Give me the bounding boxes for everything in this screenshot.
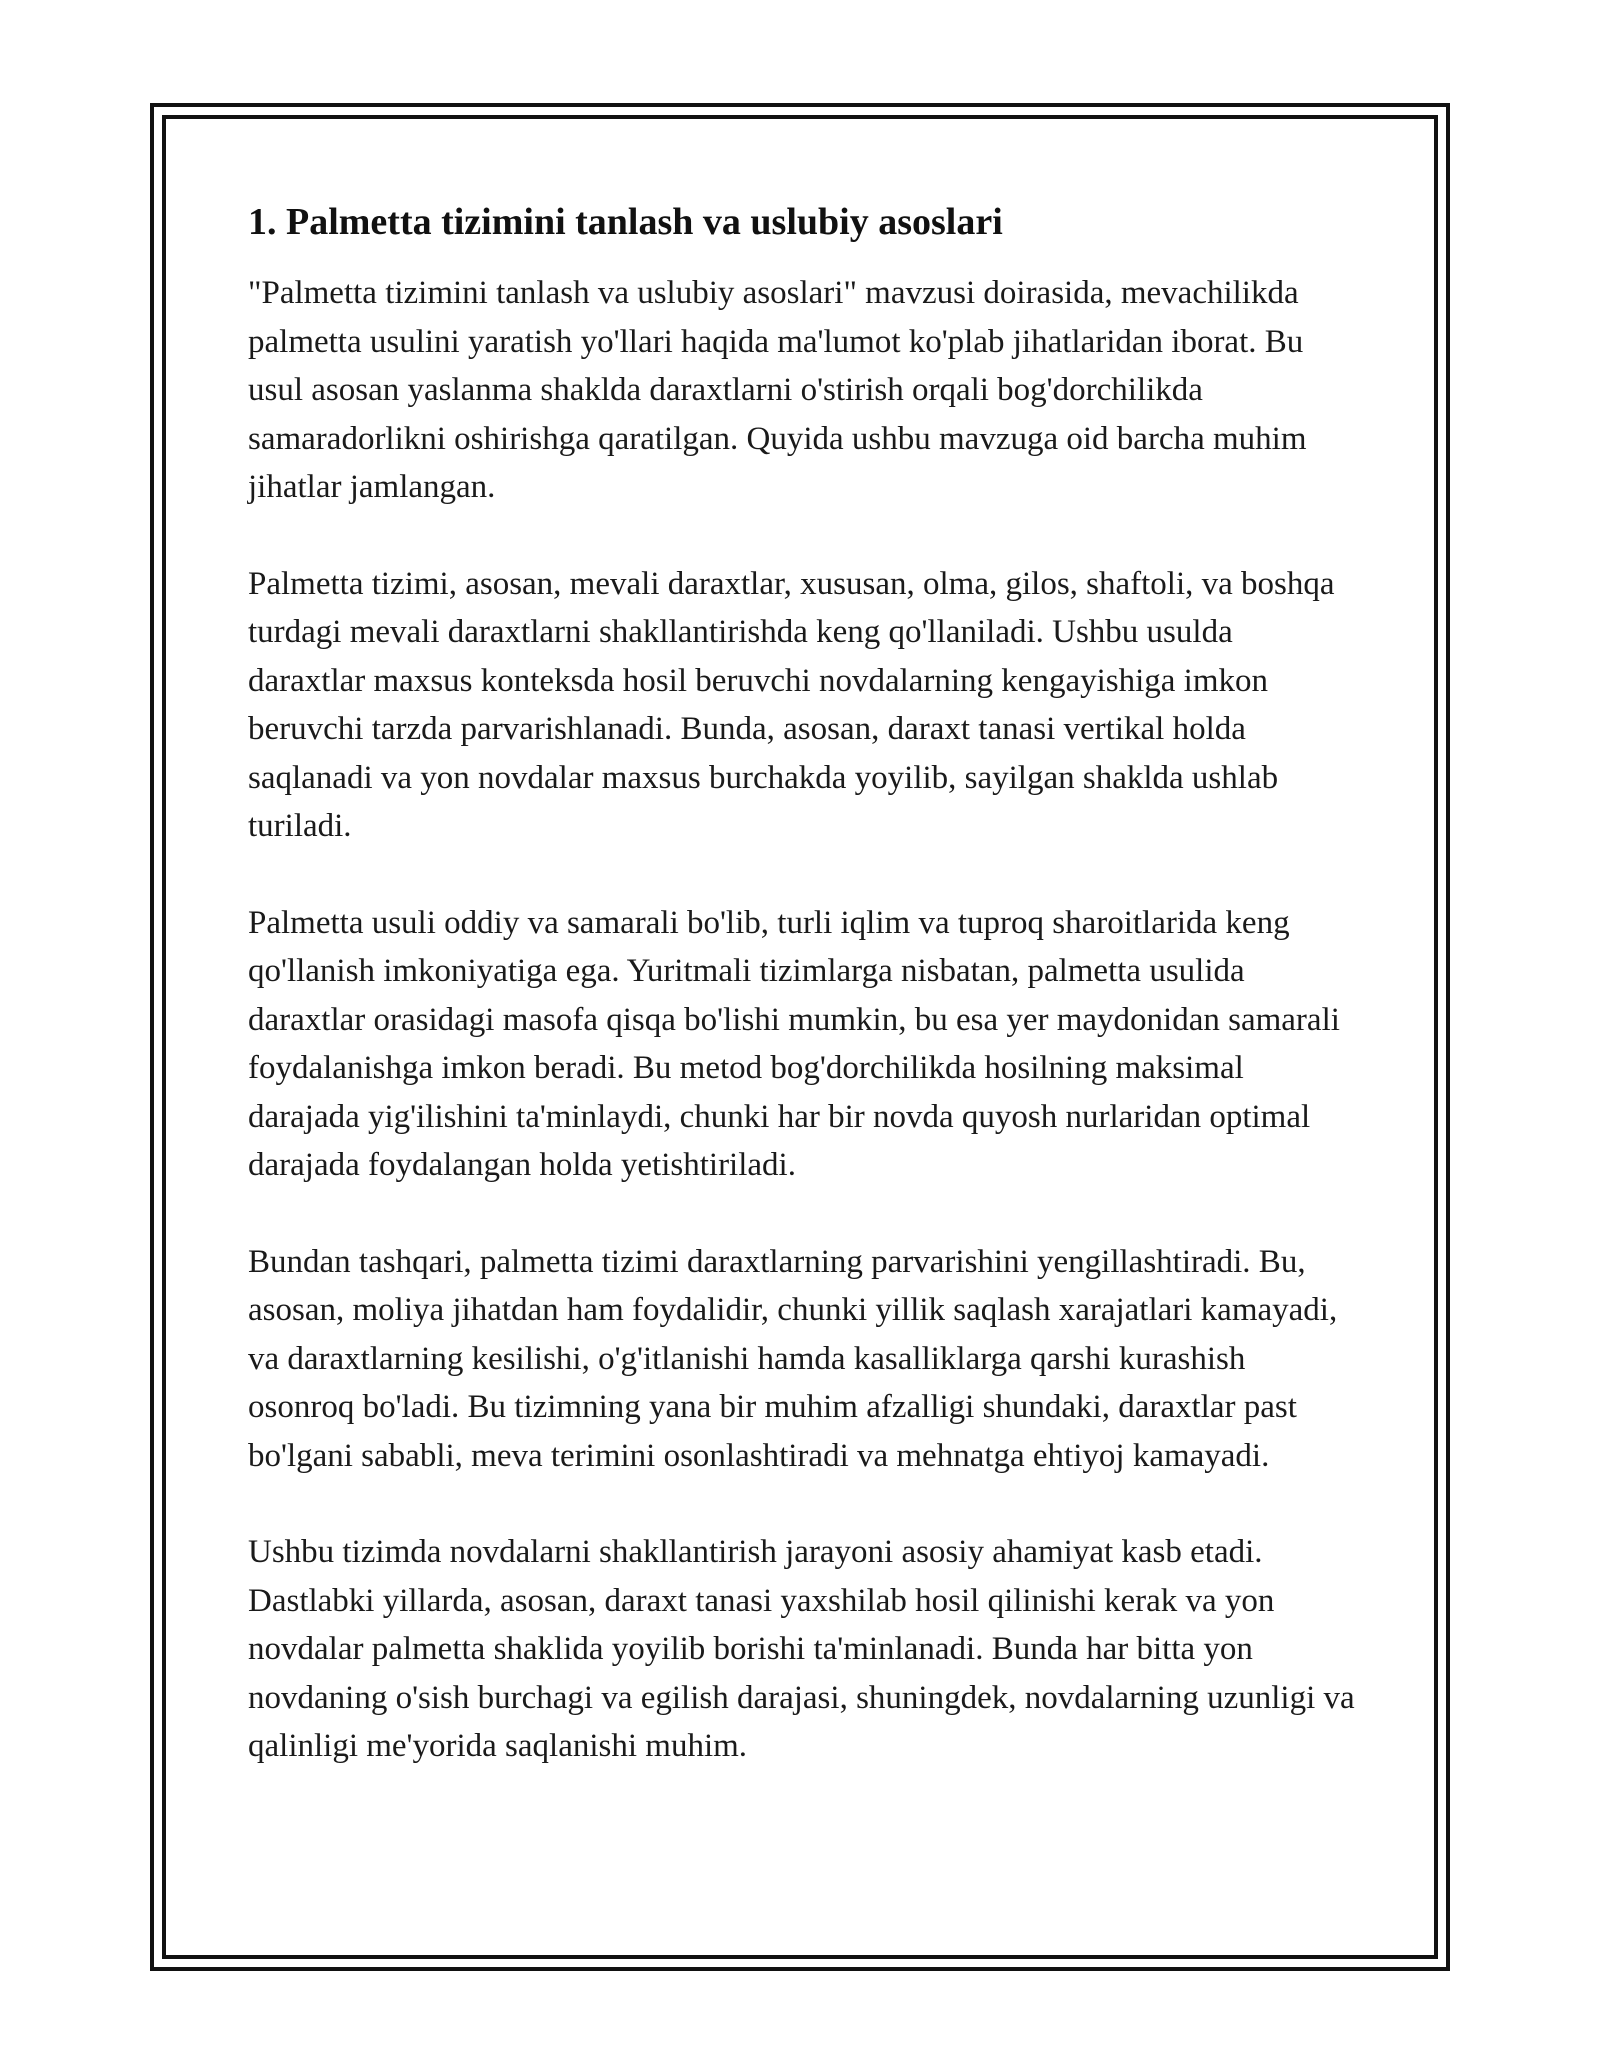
paragraph-1: "Palmetta tizimini tanlash va uslubiy asoslari" mavzusi doirasida, mevachilikda palmetta usulini yaratish yo'llari haqida ma'lumot ko'plab jihatlaridan iborat. Bu usul asosan yaslanma shaklda daraxtlarni o'stirish orqali bog'dorchilikda samaradorlikni oshirishga qaratilgan. Quyida ushbu mavzuga oid barcha muhim jihatlar jamlangan. <box>248 275 1307 505</box>
paragraph-4: Bundan tashqari, palmetta tizimi daraxtlarning parvarishini yengillashtiradi. Bu, asosan, moliya jihatdan ham foydalidir, chunki yillik saqlash xarajatlari kamayadi, va daraxtlarning kesilishi, o'g'itlanishi hamda kasalliklarga qarshi kurashish osonroq bo'ladi. Bu tizimning yana bir muhim afzalligi shundaki, daraxtlar past bo'lgani sababli, meva terimini osonlashtiradi va mehnatga ehtiyoj kamayadi. <box>248 1243 1338 1474</box>
page-border-outer <box>150 103 1450 1971</box>
paragraph-3: Palmetta usuli oddiy va samarali bo'lib, turli iqlim va tuproq sharoitlarida keng qo'llanish imkoniyatiga ega. Yuritmali tizimlarga nisbatan, palmetta usulida daraxtlar orasidagi masofa qisqa bo'lishi mumkin, bu esa yer maydonidan samarali foydalanishga imkon beradi. Bu metod bog'dorchilikda hosilning maksimal darajada yig'ilishini ta'minlaydi, chunki har bir novda quyosh nurlaridan optimal darajada foydalangan holda yetishtiriladi. <box>248 904 1340 1183</box>
document-content <box>248 195 1358 1771</box>
section-heading: 1. Palmetta tizimini tanlash va uslubiy asoslari <box>248 201 1003 243</box>
paragraph-2: Palmetta tizimi, asosan, mevali daraxtlar, xususan, olma, gilos, shaftoli, va boshqa turdagi mevali daraxtlarni shakllantirishda keng qo'llaniladi. Ushbu usulda daraxtlar maxsus konteksda hosil beruvchi novdalarning kengayishiga imkon beruvchi tarzda parvarishlanadi. Bunda, asosan, daraxt tanasi vertikal holda saqlanadi va yon novdalar maxsus burchakda yoyilib, sayilgan shaklda ushlab turiladi. <box>248 565 1335 844</box>
paragraph-5: Ushbu tizimda novdalarni shakllantirish jarayoni asosiy ahamiyat kasb etadi. Dastlabki yillarda, asosan, daraxt tanasi yaxshilab hosil qilinishi kerak va yon novdalar palmetta shaklida yoyilib borishi ta'minlanadi. Bunda har bitta yon novdaning o'sish burchagi va egilish darajasi, shuningdek, novdalarning uzunligi va qalinligi me'yorida saqlanishi muhim. <box>248 1534 1355 1764</box>
page-border-inner <box>162 115 1438 1959</box>
